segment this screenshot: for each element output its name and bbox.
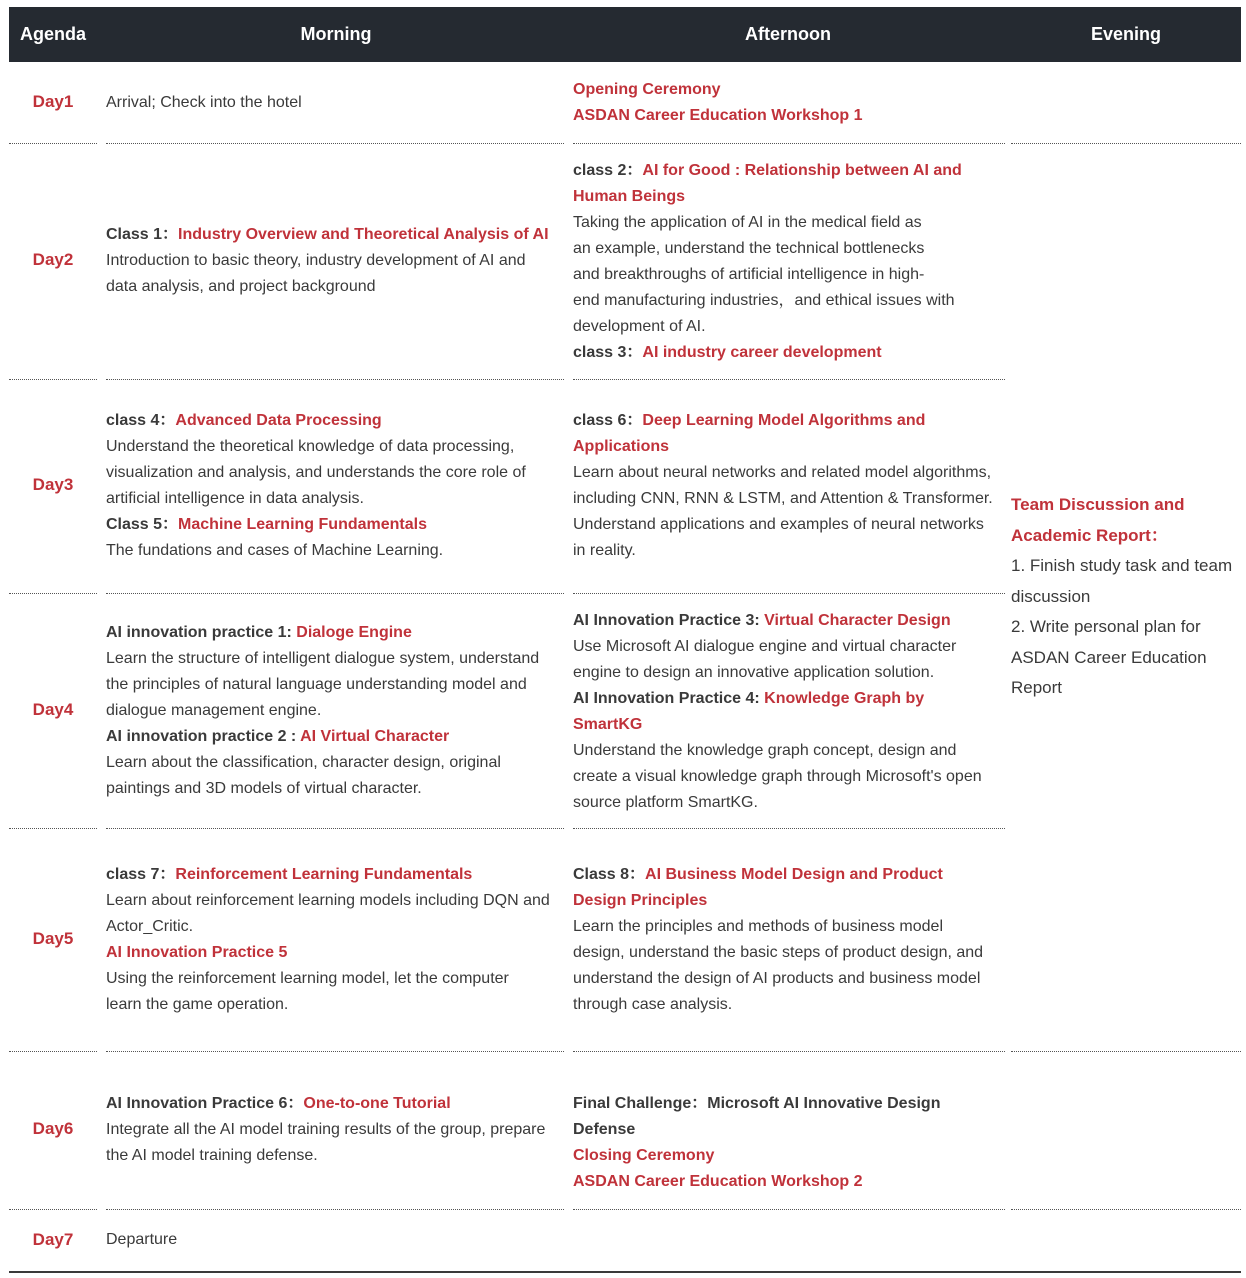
body-text: visualization and analysis, and understands the core role of xyxy=(106,464,526,481)
highlight-text: Deep Learning Model Algorithms and xyxy=(642,412,926,429)
morning-line xyxy=(106,408,566,434)
row-separator xyxy=(9,379,97,380)
body-text: in reality. xyxy=(573,542,636,559)
row-separator xyxy=(9,1209,97,1210)
morning-line xyxy=(106,750,566,776)
bold-text: Class 8： xyxy=(573,866,646,883)
highlight-text: Team Discussion and xyxy=(1011,495,1185,514)
body-text: Using the reinforcement learning model, let the computer xyxy=(106,970,509,987)
body-text: Introduction to basic theory, industry development of AI and xyxy=(106,252,526,269)
body-text: data analysis, and project background xyxy=(106,278,376,295)
bold-text: Defense xyxy=(573,1121,636,1138)
table-bottom-border xyxy=(9,1271,1241,1273)
row-separator xyxy=(106,593,564,594)
afternoon-line xyxy=(573,1117,1005,1143)
morning-line xyxy=(106,620,566,646)
row-separator xyxy=(1011,1051,1241,1052)
row-separator xyxy=(573,593,1005,594)
highlight-text: Design Principles xyxy=(573,892,708,909)
day-label: Day5 xyxy=(32,929,74,948)
afternoon-line xyxy=(573,103,1005,129)
body-text: the AI model training defense. xyxy=(106,1147,318,1164)
afternoon-line xyxy=(573,608,1005,634)
morning-line xyxy=(106,222,566,248)
body-text: and breakthroughs of artificial intelligence in high- xyxy=(573,266,925,283)
afternoon-line xyxy=(573,738,1005,764)
bold-text: class 2： xyxy=(573,162,643,179)
row-separator xyxy=(9,1051,97,1052)
bold-text: class 4： xyxy=(106,412,176,429)
body-text: Understand applications and examples of neural networks xyxy=(573,516,984,533)
morning-line xyxy=(106,1143,566,1169)
morning-line xyxy=(106,1227,566,1253)
morning-line xyxy=(106,460,566,486)
row-separator xyxy=(573,143,1005,144)
bold-text: AI Innovation Practice 6： xyxy=(106,1095,304,1112)
highlight-text: Industry Overview and Theoretical Analysis of AI xyxy=(178,226,549,243)
morning-line xyxy=(106,862,566,888)
body-text: Use Microsoft AI dialogue engine and virtual character xyxy=(573,638,957,655)
afternoon-line xyxy=(573,288,1005,314)
afternoon-line xyxy=(573,460,1005,486)
morning-cell xyxy=(106,620,566,802)
day-label: Day1 xyxy=(32,92,74,111)
body-text: Taking the application of AI in the medical field as xyxy=(573,214,922,231)
evening-line xyxy=(1011,521,1243,552)
afternoon-line xyxy=(573,77,1005,103)
highlight-text: SmartKG xyxy=(573,716,643,733)
body-text: source platform SmartKG. xyxy=(573,794,758,811)
bold-text: class 3： xyxy=(573,344,643,361)
body-text: design, understand the basic steps of product design, and xyxy=(573,944,984,961)
evening-line xyxy=(1011,551,1243,582)
afternoon-line xyxy=(573,340,1005,366)
evening-line xyxy=(1011,673,1243,704)
afternoon-line xyxy=(573,314,1005,340)
afternoon-line xyxy=(573,434,1005,460)
row-separator xyxy=(573,1051,1005,1052)
day-label: Day6 xyxy=(32,1119,74,1138)
morning-line xyxy=(106,1091,566,1117)
highlight-text: Reinforcement Learning Fundamentals xyxy=(175,866,473,883)
body-text: learn the game operation. xyxy=(106,996,289,1013)
row-separator xyxy=(9,593,97,594)
morning-line xyxy=(106,914,566,940)
evening-line xyxy=(1011,643,1243,674)
highlight-text: Knowledge Graph by xyxy=(764,690,925,707)
row-separator xyxy=(9,143,97,144)
afternoon-line xyxy=(573,660,1005,686)
body-text: engine to design an innovative application solution. xyxy=(573,664,935,681)
morning-line xyxy=(106,698,566,724)
header-afternoon: Afternoon xyxy=(745,24,831,44)
highlight-text: Virtual Character Design xyxy=(764,612,951,629)
body-text: Departure xyxy=(106,1231,178,1248)
morning-line xyxy=(106,248,566,274)
afternoon-cell xyxy=(573,77,1005,129)
body-text: 2. Write personal plan for xyxy=(1011,617,1201,636)
body-text: artificial intelligence in data analysis. xyxy=(106,490,364,507)
body-text: dialogue management engine. xyxy=(106,702,322,719)
highlight-text: Advanced Data Processing xyxy=(175,412,382,429)
table-header xyxy=(9,7,1241,62)
day-label: Day2 xyxy=(32,250,74,269)
afternoon-line xyxy=(573,1169,1005,1195)
afternoon-line xyxy=(573,1091,1005,1117)
afternoon-line xyxy=(573,158,1005,184)
morning-line xyxy=(106,672,566,698)
body-text: an example, understand the technical bottlenecks xyxy=(573,240,925,257)
highlight-text: One-to-one Tutorial xyxy=(303,1095,451,1112)
afternoon-line xyxy=(573,686,1005,712)
body-text: Learn the principles and methods of business model xyxy=(573,918,943,935)
afternoon-line xyxy=(573,538,1005,564)
afternoon-line xyxy=(573,184,1005,210)
row-separator xyxy=(106,379,564,380)
body-text: the principles of natural language understanding model and xyxy=(106,676,527,693)
body-text: through case analysis. xyxy=(573,996,733,1013)
morning-line xyxy=(106,274,566,300)
highlight-text: AI Business Model Design and Product xyxy=(645,866,943,883)
evening-cell xyxy=(1011,490,1243,704)
body-text: Report xyxy=(1011,678,1063,697)
body-text: create a visual knowledge graph through Microsoft's open xyxy=(573,768,982,785)
afternoon-line xyxy=(573,764,1005,790)
highlight-text: Applications xyxy=(573,438,670,455)
bold-text: Class 5： xyxy=(106,516,179,533)
day-label: Day3 xyxy=(32,475,74,494)
body-text: Arrival; Check into the hotel xyxy=(106,94,302,111)
afternoon-line xyxy=(573,966,1005,992)
afternoon-line xyxy=(573,486,1005,512)
afternoon-line xyxy=(573,888,1005,914)
day-label: Day7 xyxy=(32,1230,74,1249)
day-label: Day4 xyxy=(32,700,74,719)
body-text: development of AI. xyxy=(573,318,706,335)
afternoon-cell xyxy=(573,1091,1005,1195)
row-separator xyxy=(9,828,97,829)
highlight-text: Academic Report： xyxy=(1011,525,1168,545)
highlight-text: AI Innovation Practice 5 xyxy=(106,944,288,961)
evening-line xyxy=(1011,612,1243,643)
afternoon-line xyxy=(573,712,1005,738)
evening-line xyxy=(1011,490,1243,521)
highlight-text: Dialoge Engine xyxy=(296,624,412,641)
afternoon-line xyxy=(573,236,1005,262)
afternoon-cell xyxy=(573,408,1005,564)
body-text: Understand the theoretical knowledge of data processing, xyxy=(106,438,515,455)
highlight-text: ASDAN Career Education Workshop 1 xyxy=(573,107,863,124)
morning-line xyxy=(106,724,566,750)
body-text: understand the design of AI products and business model xyxy=(573,970,981,987)
row-separator xyxy=(1011,1209,1241,1210)
bold-text: class 7： xyxy=(106,866,176,883)
afternoon-line xyxy=(573,210,1005,236)
morning-line xyxy=(106,646,566,672)
morning-line xyxy=(106,538,566,564)
highlight-text: ASDAN Career Education Workshop 2 xyxy=(573,1173,863,1190)
body-text: Understand the knowledge graph concept, design and xyxy=(573,742,957,759)
body-text: Integrate all the AI model training results of the group, prepare xyxy=(106,1121,546,1138)
row-separator xyxy=(106,1209,564,1210)
afternoon-line xyxy=(573,512,1005,538)
afternoon-line xyxy=(573,862,1005,888)
body-text: discussion xyxy=(1011,586,1091,606)
body-text: 1. Finish study task and team xyxy=(1011,556,1233,575)
bold-text: AI innovation practice 2 : xyxy=(106,728,301,745)
afternoon-line xyxy=(573,1143,1005,1169)
highlight-text: Human Beings xyxy=(573,188,686,205)
afternoon-line xyxy=(573,408,1005,434)
body-text: Learn about neural networks and related model algorithms, xyxy=(573,464,992,481)
bold-text: AI innovation practice 1: xyxy=(106,624,297,641)
header-morning: Morning xyxy=(300,24,372,44)
header-agenda: Agenda xyxy=(19,24,86,44)
morning-line xyxy=(106,966,566,992)
afternoon-line xyxy=(573,940,1005,966)
row-separator xyxy=(106,143,564,144)
body-text: end manufacturing industries，and ethical issues with xyxy=(573,292,955,309)
morning-cell xyxy=(106,1091,566,1169)
morning-line xyxy=(106,776,566,802)
morning-line xyxy=(106,888,566,914)
row-separator xyxy=(573,1209,1005,1210)
highlight-text: Closing Ceremony xyxy=(573,1147,715,1164)
highlight-text: Opening Ceremony xyxy=(573,81,721,98)
morning-cell xyxy=(106,408,566,564)
afternoon-cell xyxy=(573,608,1005,816)
row-separator xyxy=(573,379,1005,380)
bold-text: Class 1： xyxy=(106,226,179,243)
body-text: Learn about reinforcement learning models including DQN and xyxy=(106,892,550,909)
morning-line xyxy=(106,940,566,966)
morning-line xyxy=(106,1117,566,1143)
afternoon-line xyxy=(573,914,1005,940)
morning-cell xyxy=(106,862,566,1018)
afternoon-line xyxy=(573,790,1005,816)
highlight-text: Machine Learning Fundamentals xyxy=(178,516,427,533)
body-text: ASDAN Career Education xyxy=(1011,647,1207,667)
morning-line xyxy=(106,90,566,116)
body-text: paintings and 3D models of virtual character. xyxy=(106,780,422,797)
afternoon-cell xyxy=(573,862,1005,1018)
highlight-text: AI industry career development xyxy=(642,344,882,361)
highlight-text: AI for Good : Relationship between AI and xyxy=(642,162,962,179)
row-separator xyxy=(106,1051,564,1052)
bold-text: class 6： xyxy=(573,412,643,429)
header-evening: Evening xyxy=(1090,24,1161,44)
body-text: The fundations and cases of Machine Learning. xyxy=(106,542,444,559)
body-text: Learn the structure of intelligent dialogue system, understand xyxy=(106,650,540,667)
row-separator xyxy=(573,828,1005,829)
morning-line xyxy=(106,434,566,460)
body-text: Actor_Critic. xyxy=(106,918,194,935)
bold-text: AI Innovation Practice 4: xyxy=(573,690,765,707)
bold-text: AI Innovation Practice 3: xyxy=(573,612,765,629)
row-separator xyxy=(106,828,564,829)
morning-cell xyxy=(106,90,566,116)
afternoon-cell xyxy=(573,158,1005,366)
evening-line xyxy=(1011,582,1243,613)
body-text: including CNN, RNN & LSTM, and Attention & Transformer. xyxy=(573,490,993,507)
afternoon-line xyxy=(573,262,1005,288)
morning-cell xyxy=(106,222,566,300)
body-text: Learn about the classification, character design, original xyxy=(106,754,501,771)
afternoon-line xyxy=(573,992,1005,1018)
afternoon-line xyxy=(573,634,1005,660)
morning-line xyxy=(106,486,566,512)
row-separator xyxy=(1011,143,1241,144)
morning-line xyxy=(106,992,566,1018)
highlight-text: AI Virtual Character xyxy=(300,728,450,745)
morning-cell xyxy=(106,1227,566,1253)
bold-text: Final Challenge：Microsoft AI Innovative Design xyxy=(573,1095,941,1112)
morning-line xyxy=(106,512,566,538)
